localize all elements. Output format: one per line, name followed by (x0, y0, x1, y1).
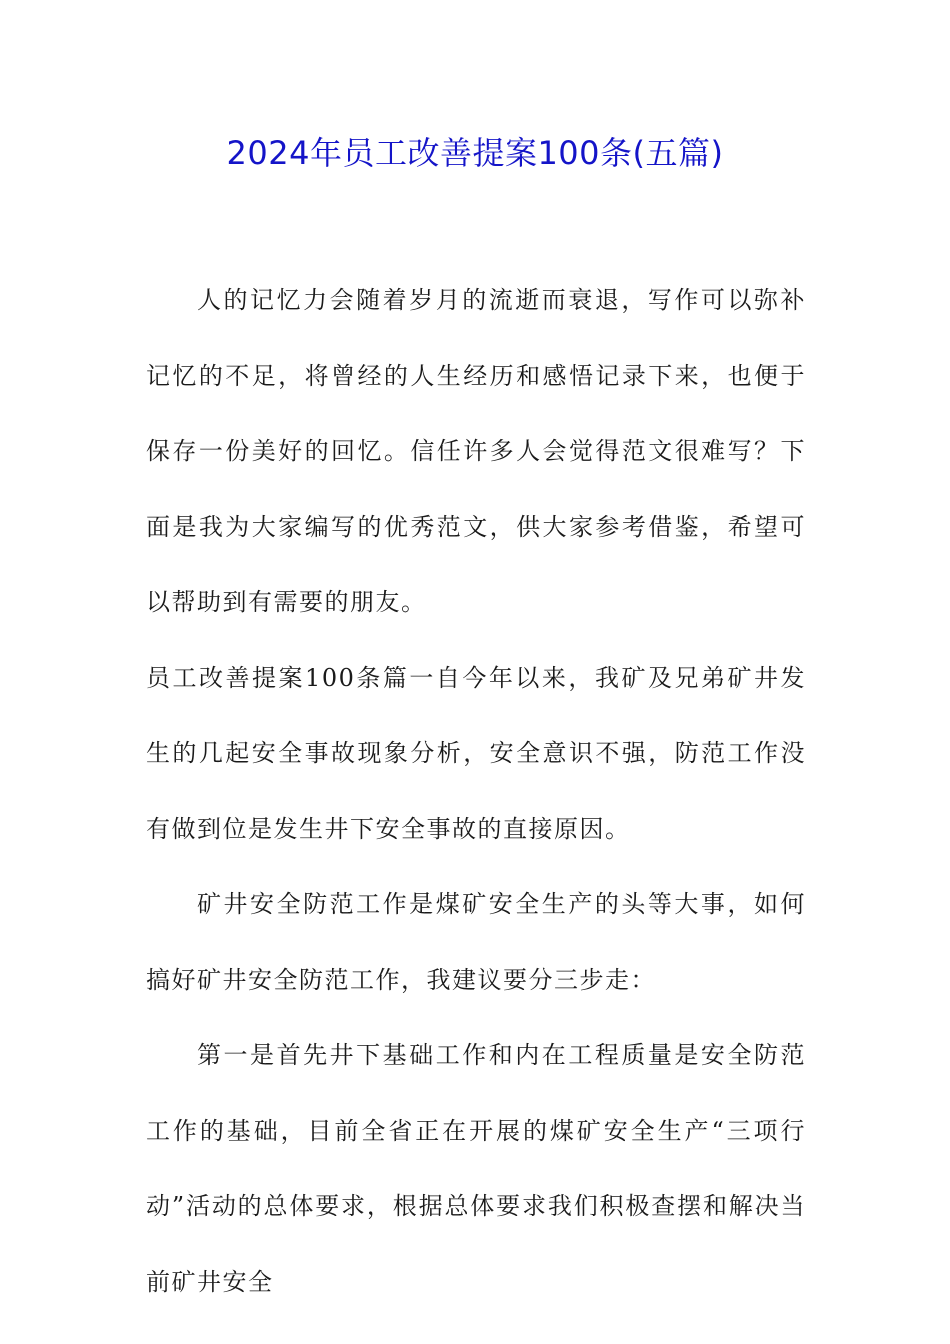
safety-paragraph: 矿井安全防范工作是煤矿安全生产的头等大事，如何搞好矿井安全防范工作，我建议要分三步走： (146, 890, 806, 994)
document-title: 2024年员工改善提案100条(五篇) (226, 134, 724, 172)
intro-paragraph: 人的记忆力会随着岁月的流逝而衰退，写作可以弥补记忆的不足，将曾经的人生经历和感悟记录下来，也便于保存一份美好的回忆。信任许多人会觉得范文很难写？下面是我为大家编写的优秀范文，供大家参考借鉴，希望可以帮助到有需要的朋友。 (146, 286, 806, 616)
step-one-paragraph: 第一是首先井下基础工作和内在工程质量是安全防范工作的基础，目前全省正在开展的煤矿安全生产“三项行动”活动的总体要求，根据总体要求我们积极查摆和解决当前矿井安全 (146, 1041, 806, 1296)
section-one-paragraph: 员工改善提案100条篇一自今年以来，我矿及兄弟矿井发生的几起安全事故现象分析，安全意识不强，防范工作没有做到位是发生井下安全事故的直接原因。 (146, 663, 806, 843)
document-body (146, 263, 806, 1320)
